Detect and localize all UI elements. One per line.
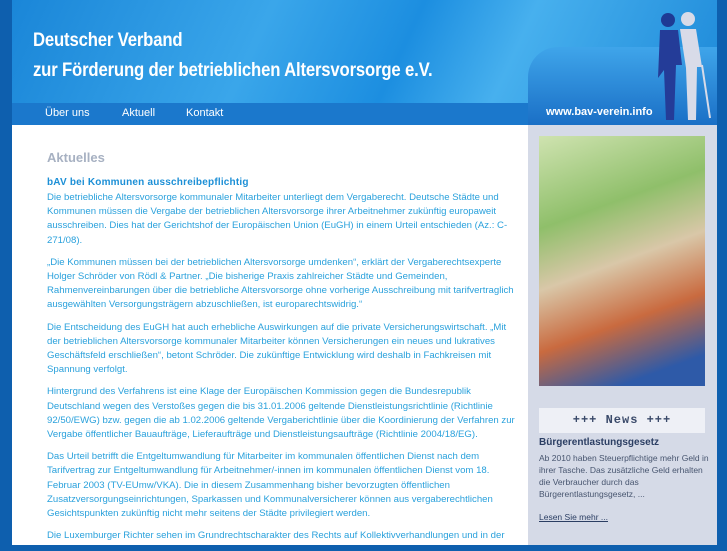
article-paragraph: „Die Kommunen müssen bei der betrieblichen Altersvorsorge umdenken“, erklärt der Vergaberechtsexperte Holger Schröder von Rödl & Partner. „Die bisherige Praxis zahlreicher Städte und Gemeinden, Rahmenvereinbarungen über die betriebliche Altersvorsorge ohne vorherige Ausschreibung mit tarifvertraglich ausgewählten Versorgungsträgern abzuschließen, ist europarechtswidrig.“ [47, 256, 514, 311]
article-paragraph: Die Luxemburger Richter sehen im Grundrechtscharakter des Rechts auf Kollektivverhandlungen und in der [47, 530, 505, 542]
site-title-line2: zur Förderung der betrieblichen Altersvorsorge e.V. [33, 60, 433, 81]
read-more-link[interactable]: Lesen Sie mehr ... [539, 512, 608, 522]
article-body [47, 191, 515, 551]
news-text: Ab 2010 haben Steuerpflichtige mehr Geld in ihrer Tasche. Das zusätzliche Geld erhalten die Verbraucher durch das Bürgerentlastungsgesetz, ... [539, 453, 709, 499]
nav-aktuell[interactable]: Aktuell [122, 107, 156, 119]
article-paragraph: Die Entscheidung des EuGH hat auch erhebliche Auswirkungen auf die private Versicherungswirtschaft. „Mit der betrieblichen Altersvorsorge kommunaler Mitarbeiter können Versicherungen ein neues und lukratives Geschäftsfeld erschließen“, betont Schröder. Die zukünftige Entwicklung wird deshalb in Fachkreisen mit Spannung verfolgt. [47, 321, 507, 376]
news-title: Bürgerentlastungsgesetz [539, 437, 660, 448]
elderly-couple-photo [539, 136, 705, 386]
nav-ueber-uns[interactable]: Über uns [45, 107, 90, 119]
news-label: +++ News +++ [539, 408, 705, 433]
article-paragraph: Das Urteil betrifft die Entgeltumwandlung für Mitarbeiter im kommunalen öffentlichen Dienst nach dem Tarifvertrag zur Entgeltumwandlung für Arbeitnehmer/-innen im kommunalen öffentlichen Dienst vom 18. Februar 2003 (TV-EUmw/VKA). Die in diesem Zusammenhang bisher bevorzugten öffentlichen Zusatzversorgungseinrichtungen, Sparkassen und Kommunalversicherer können aus vergaberechtlichen Gesichtspunkten zukünftig nicht mehr seitens der Städte privilegiert werden. [47, 451, 493, 520]
sidebar [528, 125, 717, 545]
page [12, 0, 717, 545]
site-url: www.bav-verein.info [546, 106, 653, 118]
article-paragraph: Hintergrund des Verfahrens ist eine Klage der Europäischen Kommission gegen die Bundesrepublik Deutschland wegen des Verstoßes gegen die bis 31.01.2006 geltende Dienstleistungsrichtlinie (Richtlinie 92/50/EWG) bzw. gegen die ab 1.02.2006 geltende Vergaberichtlinie über die Koordinierung der Verfahren zur Vergabe öffentlicher Bauaufträge, Lieferaufträge und Dienstleistungsaufträge (Richtlinie 2004/18/EG). [47, 386, 515, 441]
nav-kontakt[interactable]: Kontakt [186, 107, 224, 119]
site-title-line1: Deutscher Verband [33, 30, 183, 51]
section-heading: Aktuelles [47, 150, 105, 165]
main-content [12, 125, 528, 545]
article-paragraph: Die betriebliche Altersvorsorge kommunaler Mitarbeiter unterliegt dem Vergaberecht. Deutsche Städte und Kommunen müssen die Vergabe der betrieblichen Altersvorsorge ihrer Arbeitnehmer zukünftig europaweit ausschreiben. Dies hat der Gerichtshof der Europäischen Union (EuGH) in einem Urteil entschieden (Az.: C-271/08). [47, 192, 508, 246]
article-title: bAV bei Kommunen ausschreibepflichtig [47, 177, 249, 188]
